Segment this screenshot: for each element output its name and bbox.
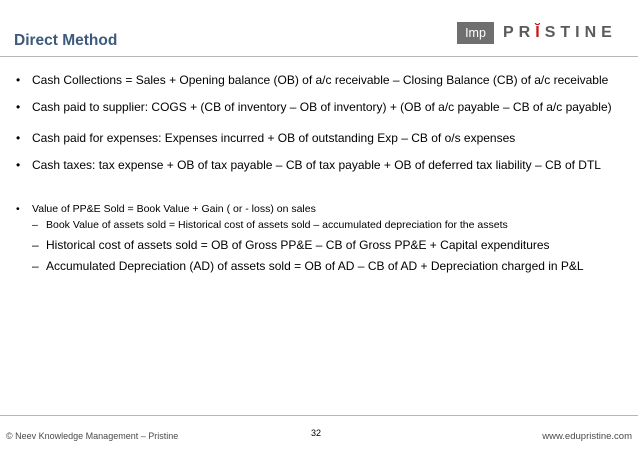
pristine-logo	[503, 22, 617, 44]
logo-text-end: STINE	[544, 24, 617, 41]
slide-content	[16, 72, 616, 274]
bullet-cash-paid-expenses: • Cash paid for expenses: Expenses incurred + OB of outstanding Exp – CB of o/s expenses	[16, 130, 616, 146]
header-divider	[0, 56, 638, 57]
footer-copyright: © Neev Knowledge Management – Pristine	[6, 431, 179, 441]
bullet-cash-paid-supplier: • Cash paid to supplier: COGS + (CB of inventory – OB of inventory) + (OB of a/c payable – CB of a/c payable)	[16, 99, 616, 115]
bullet-cash-taxes: • Cash taxes: tax expense + OB of tax payable – CB of tax payable + OB of deferred tax liability – CB of DTL	[16, 157, 616, 173]
imp-badge: Imp	[457, 22, 494, 44]
footer-website: www.edupristine.com	[542, 431, 632, 442]
bullet-cash-collections: • Cash Collections = Sales + Opening balance (OB) of a/c receivable – Closing Balance (CB) of a/c receivable	[16, 72, 616, 88]
logo-text-start: PR	[503, 24, 536, 41]
sub-bullet-historical-cost: – Historical cost of assets sold = OB of Gross PP&E – CB of Gross PP&E + Capital expenditures	[16, 237, 616, 253]
slide-title: Direct Method	[14, 32, 118, 49]
bullet-value-ppe-sold: • Value of PP&E Sold = Book Value + Gain ( or - loss) on sales	[16, 202, 616, 216]
footer-page-number: 32	[311, 428, 322, 438]
footer-divider	[0, 415, 638, 416]
sub-bullet-accumulated-depreciation: – Accumulated Depreciation (AD) of assets sold = OB of AD – CB of AD + Depreciation charged in P&L	[16, 258, 616, 274]
logo-text-dotted-i: Ĭ	[535, 24, 545, 41]
sub-bullet-book-value: – Book Value of assets sold = Historical cost of assets sold – accumulated depreciation for the assets	[16, 218, 616, 232]
